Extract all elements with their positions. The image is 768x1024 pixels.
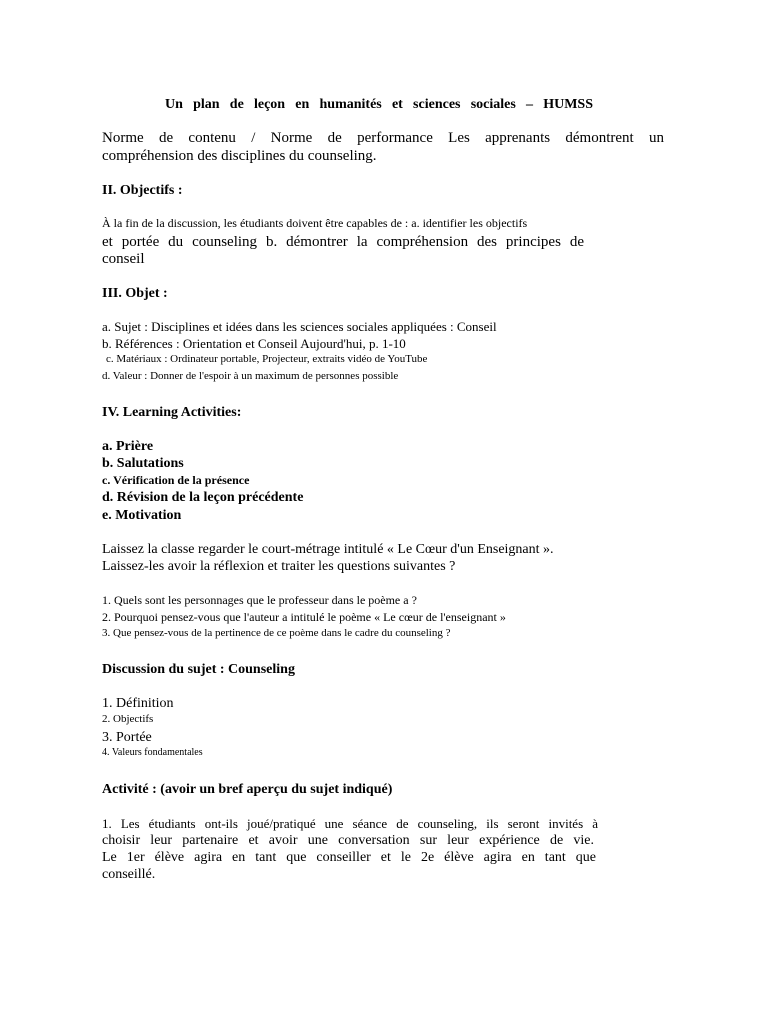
objet-item-b: b. Références : Orientation et Conseil Aujourd'hui, p. 1-10 [102, 336, 406, 351]
activity-item-c: c. Vérification de la présence [102, 473, 250, 487]
question-1: 1. Quels sont les personnages que le professeur dans le poème a ? [102, 593, 417, 607]
activite-line-3: Le 1er élève agira en tant que conseiller et le 2e élève agira en tant que [102, 850, 596, 865]
norme-line-1: Norme de contenu / Norme de performance Les apprenants démontrent un [102, 130, 664, 146]
activity-item-b: b. Salutations [102, 456, 184, 471]
document-title: Un plan de leçon en humanités et sciences sociales – HUMSS [165, 97, 593, 112]
objectifs-line-3: conseil [102, 251, 145, 267]
objet-item-a: a. Sujet : Disciplines et idées dans les sciences sociales appliquées : Conseil [102, 319, 497, 334]
activite-line-4: conseillé. [102, 867, 156, 882]
discussion-item-3: 3. Portée [102, 730, 152, 745]
discussion-item-1: 1. Définition [102, 696, 174, 711]
question-3: 3. Que pensez-vous de la pertinence de ce poème dans le cadre du counseling ? [102, 627, 451, 639]
objectifs-line-2: et portée du counseling b. démontrer la compréhension des principes de [102, 234, 584, 250]
discussion-item-4: 4. Valeurs fondamentales [102, 747, 203, 758]
activities-heading: IV. Learning Activities: [102, 405, 242, 420]
activite-heading: Activité : (avoir un bref aperçu du sujet indiqué) [102, 782, 393, 797]
activity-item-d: d. Révision de la leçon précédente [102, 490, 304, 505]
question-2: 2. Pourquoi pensez-vous que l'auteur a intitulé le poème « Le cœur de l'enseignant » [102, 610, 506, 624]
activite-line-2: choisir leur partenaire et avoir une conversation sur leur expérience de vie. [102, 833, 594, 848]
activite-line-1: 1. Les étudiants ont-ils joué/pratiqué une séance de counseling, ils seront invités à [102, 816, 598, 831]
motivation-line-1: Laissez la classe regarder le court-métrage intitulé « Le Cœur d'un Enseignant ». [102, 542, 554, 557]
objectifs-heading: II. Objectifs : [102, 183, 183, 198]
discussion-heading: Discussion du sujet : Counseling [102, 662, 295, 677]
objectifs-line-1: À la fin de la discussion, les étudiants doivent être capables de : a. identifier les objectifs [102, 216, 528, 230]
motivation-line-2: Laissez-les avoir la réflexion et traiter les questions suivantes ? [102, 559, 456, 574]
objet-item-d: d. Valeur : Donner de l'espoir à un maximum de personnes possible [102, 370, 399, 382]
activity-item-e: e. Motivation [102, 508, 182, 523]
objet-item-c: c. Matériaux : Ordinateur portable, Projecteur, extraits vidéo de YouTube [106, 353, 428, 365]
objet-heading: III. Objet : [102, 286, 168, 301]
discussion-item-2: 2. Objectifs [102, 713, 154, 725]
activity-item-a: a. Prière [102, 439, 154, 454]
norme-line-2: compréhension des disciplines du counseling. [102, 148, 377, 164]
